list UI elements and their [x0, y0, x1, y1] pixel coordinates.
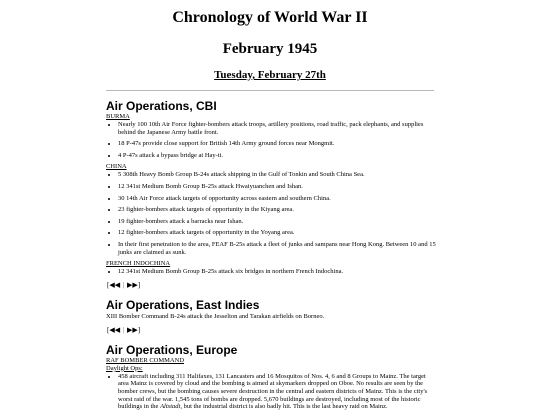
- item-text: , but the industrial district is also badly hit. This is the last heavy raid on Mainz.: [180, 403, 388, 411]
- nav-separator: |: [122, 325, 125, 334]
- nav-arrows: [106, 281, 436, 290]
- day-heading: Tuesday, February 27th: [214, 69, 326, 81]
- subheading-burma: BURMA: [106, 113, 130, 120]
- burma-list: [106, 121, 436, 159]
- section-heading-europe: Air Operations, Europe: [106, 342, 238, 357]
- nav-separator: |: [122, 280, 125, 289]
- east-indies-text: XIII Bomber Command B-24s attack the Jesselton and Tarakan airfields on Borneo.: [106, 312, 325, 320]
- next-link[interactable]: ▶▶]: [127, 280, 141, 289]
- list-item: • 30 14th Air Force attack targets of opportunity across eastern and southern China.: [118, 195, 436, 203]
- subheading-french-indochina: FRENCH INDOCHINA: [106, 260, 171, 268]
- previous-link[interactable]: [◀◀: [107, 280, 121, 289]
- page-title: Chronology of World War II: [172, 9, 368, 26]
- list-item: • 12 341st Medium Bomb Group B-25s attack six bridges in northern French Indochina.: [118, 268, 436, 276]
- list-item: • 18 P-47s provide close support for British 14th Army ground forces near Mongmit.: [118, 140, 436, 148]
- content: [0, 99, 540, 411]
- china-list: [106, 171, 436, 256]
- list-item: • 12 fighter-bombers attack targets of opportunity in the Yoyang area.: [118, 229, 436, 237]
- indochina-list: [106, 268, 436, 276]
- subheading-daylight-ops: Daylight Ops:: [106, 364, 143, 372]
- list-item: • 12 341st Medium Bomb Group B-25s attack Hwaiyuanchen and Ishan.: [118, 183, 436, 191]
- month-heading: February 1945: [222, 41, 318, 57]
- list-item: • 23 fighter-bombers attack targets of opportunity in the Kiyang area.: [118, 206, 436, 214]
- subheading-raf-bomber-command: RAF BOMBER COMMAND: [106, 356, 185, 364]
- nav-arrows: [106, 326, 436, 335]
- item-italic-text: Altstadt: [160, 403, 181, 411]
- list-item: [118, 373, 436, 411]
- list-item: • In their first penetration to the area, FEAF B-25s attack a fleet of junks and sampans near Hong Kong. Between 10 and 15 junks are claimed as sunk.: [118, 241, 436, 256]
- subheading-china: CHINA: [106, 163, 127, 171]
- list-item: • 19 fighter-bombers attack a barracks near Ishan.: [118, 218, 436, 226]
- next-link[interactable]: ▶▶]: [127, 325, 141, 334]
- section-heading-cbi: Air Operations, CBI: [106, 99, 217, 113]
- divider: [106, 90, 434, 91]
- section-heading-east-indies: Air Operations, East Indies: [106, 297, 260, 312]
- item-text: 458 aircraft including 311 Halifaxes, 131 Lancasters and 16 Mosquitos of Nos. 4, 6 and 8 Groups to Mainz. The target area Mainz is covered by cloud and the bombing is aimed at skymarkers dropped on Oboe. No results are seen by the bomber crews, but the bombing causes severe destruction in the central and eastern districts of Mainz. This is the city's worst raid of the war. 1,545 tons of bombs are dropped. 5,670 buildings are destroyed, including most of the historic buildings in the: [118, 372, 428, 411]
- list-item: • Nearly 100 10th Air Force fighter-bombers attack troops, artillery positions, road traffic, pack elephants, and supplies behind the Japanese Army battle front.: [118, 121, 436, 136]
- europe-list: [106, 373, 436, 411]
- list-item: • 5 308th Heavy Bomb Group B-24s attack shipping in the Gulf of Tonkin and South China Sea.: [118, 171, 436, 179]
- list-item: • 4 P-47s attack a bypass bridge at Hay-ti.: [118, 152, 436, 160]
- previous-link[interactable]: [◀◀: [107, 325, 121, 334]
